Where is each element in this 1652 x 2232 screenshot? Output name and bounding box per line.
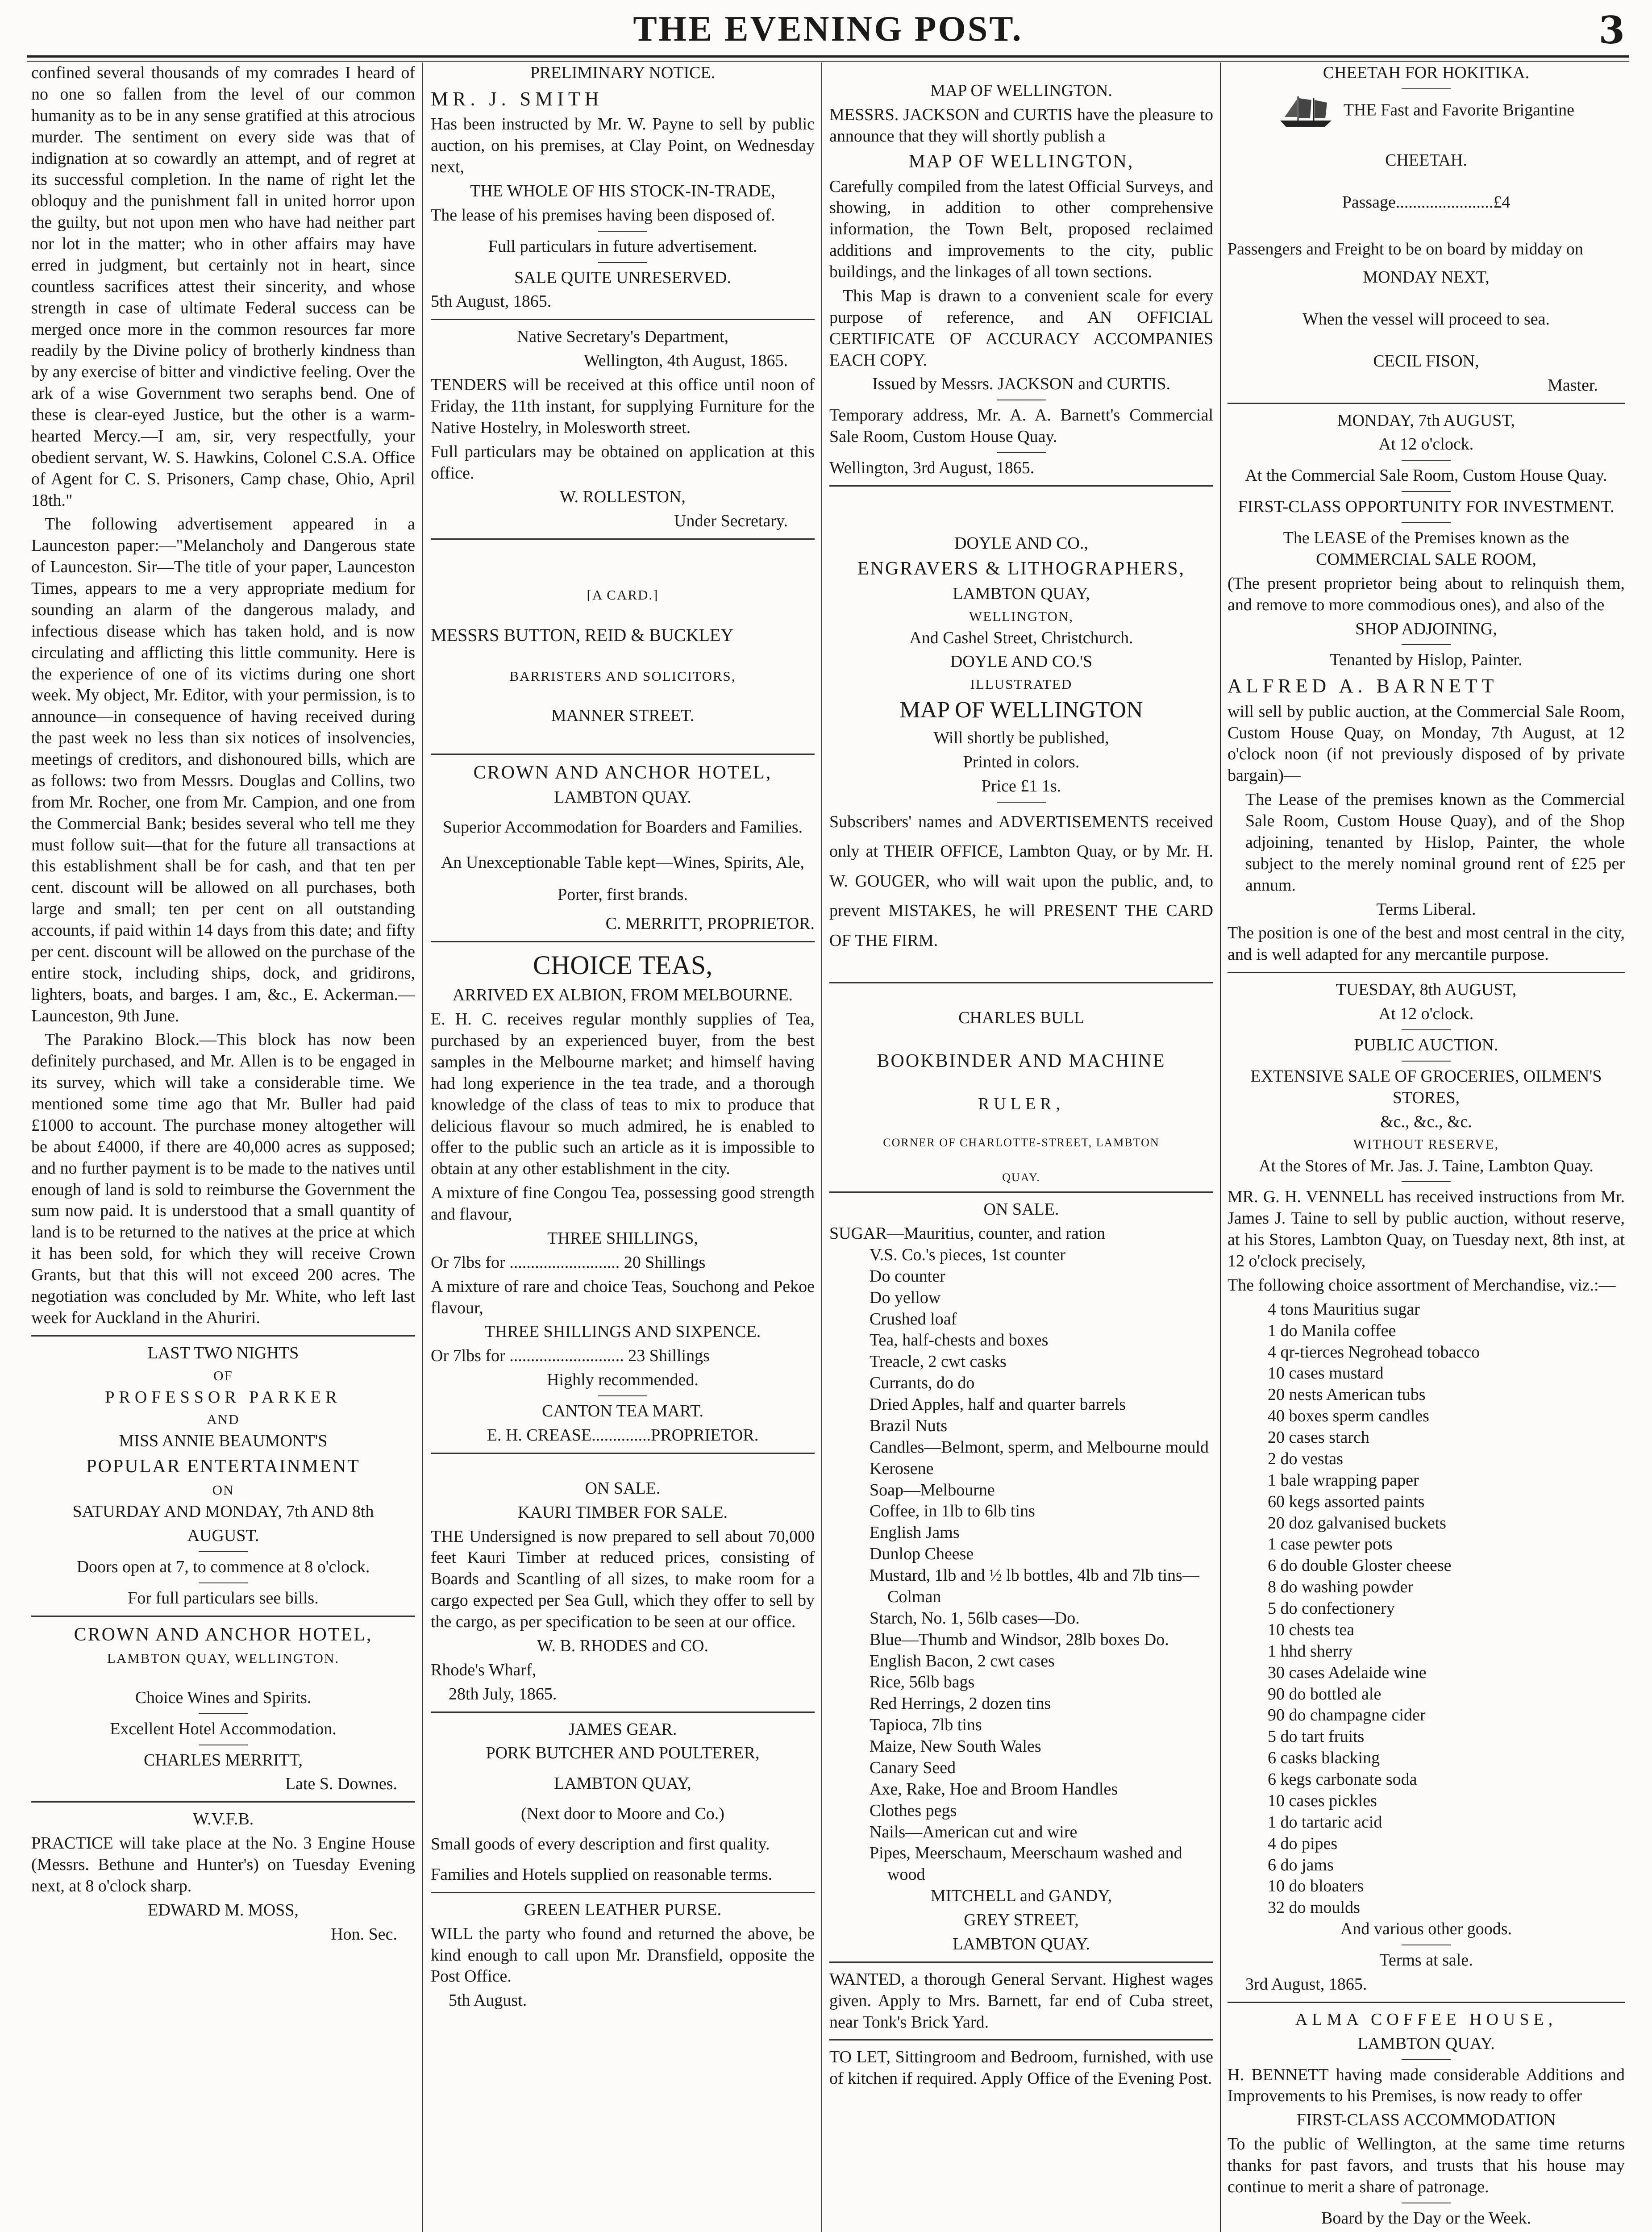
list-item: 1 bale wrapping paper: [1268, 1470, 1419, 1490]
ad-line: BARRISTERS AND SOLICITORS,: [509, 668, 736, 684]
ad-heading: KAURI TIMBER FOR SALE.: [517, 1503, 728, 1522]
list-item: 6 kegs carbonate soda: [1268, 1770, 1417, 1789]
ad-line: Wellington, 4th August, 1865.: [583, 351, 788, 371]
hair-rule: [598, 262, 647, 263]
ad-date: Wellington, 3rd August, 1865.: [829, 458, 1035, 478]
page-number: 3: [1598, 8, 1625, 52]
ad-heading: ON SALE.: [585, 1478, 661, 1498]
wanted-ad: WANTED, a thorough General Servant. Highest wages given. Apply to Mrs. Barnett, far end of Cuba street, near Tonk's Brick Yard.: [829, 1970, 1213, 2032]
parker-line: OF: [213, 1367, 233, 1383]
spacer: [829, 1153, 1213, 1170]
hair-rule: [1402, 88, 1451, 89]
tea-price: THREE SHILLINGS AND SIXPENCE.: [484, 1322, 761, 1341]
list-item: 90 do champagne cider: [1268, 1706, 1426, 1725]
list-item: English Bacon, 2 cwt cases: [870, 1651, 1055, 1670]
wvfb-body: PRACTICE will take place at the No. 3 Engine House (Messrs. Bethune and Hunter's) on Tuesday Evening next, at 8 o'clock sharp.: [31, 1834, 415, 1895]
list-item: Dunlop Cheese: [870, 1545, 974, 1564]
list-item: Do counter: [870, 1266, 945, 1286]
ad-rule: [829, 485, 1213, 487]
list-item: V.S. Co.'s pieces, 1st counter: [870, 1245, 1065, 1264]
column-4: [1228, 62, 1625, 2232]
ad-line: At the Stores of Mr. Jas. J. Taine, Lambton Quay.: [1259, 1156, 1594, 1175]
ad-headline: ENGRAVERS & LITHOGRAPHERS,: [857, 558, 1186, 579]
ad-line: Rhode's Wharf,: [431, 1660, 537, 1679]
list-item: Canary Seed: [870, 1758, 956, 1777]
ad-price: Price £1 1s.: [981, 776, 1061, 795]
spacer: [829, 1032, 1213, 1049]
auctioneer-name: ALFRED A. BARNETT: [1228, 675, 1498, 697]
hotel-name: CROWN AND ANCHOR HOTEL,: [473, 762, 772, 783]
firm-name: CHARLES BULL: [958, 1008, 1084, 1028]
hair-rule: [598, 1395, 647, 1396]
list-item: English Jams: [870, 1523, 960, 1542]
column-divider: [422, 62, 423, 2232]
ad-price: Passage.......................£4: [1342, 192, 1511, 212]
ad-address: QUAY.: [1002, 1171, 1040, 1184]
ad-subhead: SALE QUITE UNRESERVED.: [514, 268, 731, 287]
list-item: 2 do vestas: [1268, 1449, 1343, 1468]
choice-teas-ad: [431, 949, 815, 1446]
list-item: Mustard, 1lb and ½ lb bottles, 4lb and 7lb tins—Colman: [870, 1566, 1199, 1606]
parker-line: LAST TWO NIGHTS: [147, 1343, 299, 1362]
ad-rule: [431, 1892, 815, 1893]
list-item: Maize, New South Wales: [870, 1737, 1041, 1756]
hotel-line: Superior Accommodation for Boarders and Families.: [442, 818, 803, 837]
parker-line: ON: [212, 1482, 234, 1498]
list-item: Clothes pegs: [870, 1801, 957, 1820]
spacer: [829, 1118, 1213, 1136]
tea-price-bulk: Or 7lbs for .......................... 20 Shillings: [431, 1253, 706, 1272]
hair-rule: [199, 1551, 248, 1552]
vennell-auction-ad: [1228, 979, 1625, 1995]
ad-heading: FIRST-CLASS ACCOMMODATION: [1296, 2111, 1556, 2130]
ad-headline: MAP OF WELLINGTON,: [908, 151, 1134, 172]
ad-body: Has been instructed by Mr. W. Payne to sell by public auction, on his premises, at Clay Point, on Wednesday next,: [431, 115, 815, 177]
ad-body: will sell by public auction, at the Commercial Sale Room, Custom House Quay, on Monday, 7th August, at 12 o'clock noon (if not previously disposed of by private bargain)—: [1228, 702, 1625, 785]
ad-body: Full particulars in future advertisement.: [488, 237, 757, 256]
ad-line: &c., &c., &c.: [1380, 1112, 1472, 1131]
hair-rule: [997, 802, 1046, 803]
list-item: 10 cases pickles: [1268, 1791, 1377, 1810]
doyle-ad: [829, 493, 1213, 955]
map-jackson-curtis-ad: [829, 62, 1213, 479]
kauri-timber-ad: [431, 1460, 815, 1705]
list-item: Rice, 56lb bags: [870, 1673, 975, 1692]
list-item: 10 chests tea: [1268, 1620, 1355, 1639]
ad-line: LAMBTON QUAY.: [1357, 2034, 1495, 2053]
ad-signature: MITCHELL and GANDY,: [930, 1886, 1112, 1906]
hair-rule: [598, 231, 647, 232]
parker-line: AUGUST.: [187, 1526, 259, 1545]
charles-bull-ad: [829, 990, 1213, 1185]
ad-line: Master.: [1548, 375, 1598, 395]
spacer: [1228, 291, 1625, 309]
ad-line: At the Commercial Sale Room, Custom House Quay.: [1245, 466, 1607, 485]
ad-headline: CHOICE TEAS,: [533, 950, 713, 980]
ad-line: Will shortly be published,: [933, 728, 1109, 747]
hotel-line: Choice Wines and Spirits.: [135, 1688, 312, 1707]
parakino-paragraph: The Parakino Block.—This block has now been definitely purchased, and Mr. Allen is to be engaged in its survey, which will take a considerable time. We mentioned some time ago that Mr. Buller had paid £1000 to account. The purchase money altogether will be about £4000, if there are 40,000 acres as supposed; and no further payment is to be made to the natives until enough of land is sold to reimburse the Government the sum now paid. It is understood that a small quantity of land is to be returned to the natives at the price at which it has been sold, for which they will receive Crown Grants, but that this will not exceed 200 acres. The negotiation was concluded by Mr. White, who left last week for Auckland in the Ahuriri.: [31, 1030, 415, 1327]
ad-rule: [829, 2039, 1213, 2040]
ad-body: MESSRS. JACKSON and CURTIS have the pleasure to announce that they will shortly publish a: [829, 105, 1213, 146]
list-item: 6 casks blacking: [1268, 1749, 1380, 1768]
masthead-rule-thin: [27, 61, 1629, 62]
column-1: [31, 62, 415, 2232]
hair-rule: [1402, 644, 1451, 645]
ad-rule: [1228, 403, 1625, 404]
spacer: [431, 606, 815, 624]
hotel-line: An Unexceptionable Table kept—Wines, Spirits, Ale, Porter, first brands.: [441, 853, 805, 904]
ad-line: Tenanted by Hislop, Painter.: [1330, 650, 1523, 670]
list-item: 4 tons Mauritius sugar: [1268, 1299, 1420, 1319]
list-item: 5 do tart fruits: [1268, 1727, 1365, 1746]
parker-name: PROFESSOR PARKER: [105, 1387, 341, 1407]
auctioneer-name: MR. J. SMITH: [431, 87, 603, 110]
tenders-ad: [431, 326, 815, 532]
hair-rule: [1402, 1061, 1451, 1062]
hotel-name: CROWN AND ANCHOR HOTEL,: [74, 1624, 373, 1645]
list-item: 20 nests American tubs: [1268, 1385, 1426, 1404]
ad-line: And various other goods.: [1340, 1920, 1512, 1939]
parker-doors: Doors open at 7, to commence at 8 o'clock.: [76, 1557, 370, 1577]
parker-dates: SATURDAY AND MONDAY, 7th AND 8th: [72, 1502, 374, 1521]
ad-body: H. BENNETT having made considerable Additions and Improvements to his Premises, is now ready to offer: [1228, 2065, 1625, 2106]
ad-line: Under Secretary.: [674, 512, 788, 531]
hair-rule: [1402, 460, 1451, 461]
ad-heading: JAMES GEAR.: [568, 1720, 677, 1739]
ad-date: 28th July, 1865.: [449, 1684, 557, 1703]
ad-subhead: ARRIVED EX ALBION, FROM MELBOURNE.: [452, 986, 793, 1005]
list-item: 1 case pewter pots: [1268, 1535, 1393, 1554]
list-item: Axe, Rake, Hoe and Broom Handles: [870, 1779, 1118, 1799]
spacer: [431, 650, 815, 667]
ad-rule: [31, 1616, 415, 1617]
ad-body: E. H. C. receives regular monthly supplies of Tea, purchased by an experienced buyer, from the best samples in the Melbourne market; and himself having had long experience in the tea trade, and a thorough knowledge of the class of teas to mix to produce that delicious flavour so much admired, he is enabled to offer to the public such an article as it is impossible to obtain at any other establishment in the city.: [431, 1010, 815, 1178]
ad-heading: PUBLIC AUCTION.: [1354, 1035, 1498, 1054]
goods-items: [829, 1245, 1213, 1886]
ad-rule: [431, 538, 815, 540]
list-item: Nails—American cut and wire: [870, 1822, 1078, 1841]
spacer: [431, 1460, 815, 1478]
to-let-ad: TO LET, Sittingroom and Bedroom, furnished, with use of kitchen if required. Apply Office of the Evening Post.: [829, 2048, 1213, 2088]
ad-body: TENDERS will be received at this office until noon of Friday, the 11th instant, for supplying Furniture for the Native Hostelry, in Molesworth street.: [431, 375, 815, 437]
list-item: Candles—Belmont, sperm, and Melbourne mould: [870, 1437, 1209, 1457]
spacer: [829, 1076, 1213, 1094]
wvfb-signature: EDWARD M. MOSS,: [148, 1900, 299, 1920]
ad-rule: [31, 1335, 415, 1337]
spacer: [431, 546, 815, 586]
ad-signature: CECIL FISON,: [1373, 351, 1479, 371]
goods-list: [829, 1223, 1213, 1886]
parker-headline: POPULAR ENTERTAINMENT: [86, 1456, 360, 1477]
hair-rule: [199, 1713, 248, 1714]
ad-rule: [431, 1711, 815, 1713]
hair-rule: [199, 1582, 248, 1583]
ad-body: WILL the party who found and returned the above, be kind enough to call upon Mr. Dransfield, opposite the Post Office.: [431, 1924, 815, 1986]
list-item: 4 qr-tierces Negrohead tobacco: [1268, 1342, 1480, 1362]
ad-line: WELLINGTON,: [969, 608, 1074, 624]
parker-line: AND: [207, 1412, 240, 1428]
firm-name: DOYLE AND CO.,: [954, 533, 1088, 553]
ad-heading: MAP OF WELLINGTON.: [930, 81, 1112, 100]
column-divider: [1220, 62, 1221, 2232]
hotel-proprietor: C. MERRITT, PROPRIETOR.: [605, 914, 815, 933]
column-2: [431, 62, 815, 2232]
list-item: Do yellow: [870, 1288, 941, 1307]
ad-body: The position is one of the best and most central in the city, and is well adapted for any mercantile purpose.: [1228, 924, 1625, 964]
alma-coffee-house-ad: [1228, 2009, 1625, 2232]
list-item: 8 do washing powder: [1268, 1578, 1414, 1597]
list-item: Soap—Melbourne: [870, 1480, 995, 1499]
parker-particulars: For full particulars see bills.: [128, 1588, 319, 1607]
ad-body: Full particulars may be obtained on application at this office.: [431, 442, 815, 483]
list-item: Coffee, in 1lb to 6lb tins: [870, 1502, 1035, 1521]
ad-body: The lease of his premises having been disposed of.: [431, 205, 775, 225]
ad-line: SHOP ADJOINING,: [1355, 619, 1497, 638]
crown-anchor-ad-2: [31, 1623, 415, 1795]
ad-line: When the vessel will proceed to sea.: [1302, 309, 1550, 329]
ad-body: This Map is drawn to a convenient scale for every purpose of reference, and AN OFFICIAL CERTIFICATE OF ACCURACY ACCOMPANIES EACH COPY.: [829, 286, 1213, 370]
hotel-proprietor: CHARLES MERRITT,: [143, 1750, 303, 1770]
list-item: Red Herrings, 2 dozen tins: [870, 1694, 1051, 1713]
list-item: Tea, half-chests and boxes: [870, 1331, 1049, 1350]
hotel-address: LAMBTON QUAY.: [554, 788, 691, 807]
ad-line: WITHOUT RESERVE,: [1353, 1136, 1499, 1152]
list-item: 20 cases starch: [1268, 1428, 1369, 1447]
ad-line: Printed in colors.: [963, 752, 1080, 771]
launceston-paragraph: The following advertisement appeared in a Launceston paper:—"Melancholy and Dangerous state of Launceston. Sir—The title of your paper, Launceston Times, appears to me a very appropriate medium for sounding an alarm of the dangerous malady, and infectious disease which has taken hold, and is now circulating and afflicting this little community. Here is the experience of one of its victims during one short week. My object, Mr. Editor, with your permission, is to announce—in consequence of having received during the past week no less than six notices of insolvencies, meetings of creditors, and dishonoured bills, which are as follows: two from Messrs. Douglas and Collins, two from Mr. Rocher, one from Mr. Campion, and one from the Commercial Bank; besides several who tell me they must follow suit—that for the future all transactions at this establishment shall be for cash, and that ten per cent. discount will be allowed on all purchases, both large and small; ten per cent on all outstanding accounts, if paid within 14 days from this date; and fifty per cent. discount will be allowed on the purchase of the entire stock, including ships, dock, and gridirons, lighters, boats, and barges. I am, &c., E. Ackerman.—Launceston, 9th June.: [31, 515, 415, 1025]
hair-rule: [1402, 1029, 1451, 1030]
list-item: 90 do bottled ale: [1268, 1684, 1382, 1703]
spacer: [31, 1670, 415, 1687]
ad-date: MONDAY, 7th AUGUST,: [1337, 411, 1515, 430]
ad-line: Board by the Day or the Week.: [1321, 2208, 1531, 2228]
ad-rule: [31, 1801, 415, 1803]
hotel-line: Excellent Hotel Accommodation.: [110, 1719, 337, 1738]
ad-rule: [1228, 972, 1625, 973]
ad-line: Terms Liberal.: [1376, 899, 1476, 919]
ad-rule: [829, 982, 1213, 983]
ad-line: MANNER STREET.: [551, 706, 695, 725]
tea-price-bulk: Or 7lbs for ........................... 23 Shillings: [431, 1346, 710, 1366]
ad-body: Carefully compiled from the latest Official Surveys, and showing, in addition to other comprehensive information, the Town Belt, proposed reclaimed additions and improvements to the city, public buildings, and the linkages of all town sections.: [829, 177, 1213, 282]
ad-line: DOYLE AND CO.'S: [950, 652, 1093, 671]
parker-line: MISS ANNIE BEAUMONT'S: [119, 1432, 328, 1451]
spacer: [431, 729, 815, 747]
ad-headline: EXTENSIVE SALE OF GROCERIES, OILMEN'S STORES,: [1250, 1066, 1602, 1107]
ad-rule: [829, 1191, 1213, 1193]
list-item: 6 do double Gloster cheese: [1268, 1556, 1452, 1575]
ad-line: Highly recommended.: [547, 1370, 699, 1390]
crown-anchor-ad-1: [431, 761, 815, 935]
masthead-rule: [27, 55, 1629, 58]
spacer: [1228, 174, 1625, 192]
parker-ad: [31, 1343, 415, 1609]
wvfb-title: W.V.F.B.: [192, 1810, 254, 1829]
spacer: [431, 687, 815, 705]
ad-headline: ALMA COFFEE HOUSE,: [1295, 2010, 1557, 2029]
firm-name: MESSRS BUTTON, REID & BUCKLEY: [431, 625, 734, 645]
list-item: Kerosene: [870, 1459, 934, 1478]
spacer: [1228, 132, 1625, 150]
list-item: Pipes, Meerschaum, Meerschaum washed and wood: [870, 1844, 1182, 1884]
list-item: 4 do pipes: [1268, 1834, 1338, 1853]
hotel-address: LAMBTON QUAY, WELLINGTON.: [107, 1650, 340, 1666]
purse-ad: [431, 1899, 815, 2011]
ad-heading: ON SALE.: [983, 1200, 1059, 1219]
ad-heading: FIRST-CLASS OPPORTUNITY FOR INVESTMENT.: [1238, 497, 1615, 516]
newspaper-title: THE EVENING POST.: [633, 9, 1023, 49]
list-item: Blue—Thumb and Windsor, 28lb boxes Do.: [870, 1630, 1169, 1649]
list-item: 1 hhd sherry: [1268, 1641, 1352, 1661]
list-item: 10 do bloaters: [1268, 1877, 1364, 1896]
list-item: 1 do tartaric acid: [1268, 1812, 1382, 1832]
ad-body: A mixture of rare and choice Teas, Souchong and Pekoe flavour,: [431, 1277, 815, 1317]
ad-heading: PRELIMINARY NOTICE.: [530, 63, 716, 82]
ad-rule: [1228, 2002, 1625, 2003]
list-item: 40 boxes sperm candles: [1268, 1407, 1429, 1426]
ad-body: MR. G. H. VENNELL has received instructions from Mr. James J. Taine to sell by public auction, without reserve, at his Stores, Lambton Quay, on Tuesday next, 8th inst, at 12 o'clock precisely,: [1228, 1187, 1625, 1270]
ad-date: TUESDAY, 8th AUGUST,: [1336, 980, 1517, 999]
ad-line: Native Secretary's Department,: [516, 327, 729, 346]
ad-line: GREY STREET,: [964, 1911, 1079, 1930]
list-item: Treacle, 2 cwt casks: [870, 1352, 1007, 1371]
ad-body: THE Undersigned is now prepared to sell about 70,000 feet Kauri Timber at reduced prices, consisting of Boards and Scantling of all sizes, to make room for a cargo expected per Sea Gull, which they offer to sell by the cargo, as per specification to be seen at our office.: [431, 1527, 815, 1632]
ad-headline: PORK BUTCHER AND POULTERER,: [486, 1744, 760, 1763]
ad-date: 5th August.: [449, 1991, 527, 2010]
hair-rule: [1402, 491, 1451, 492]
ad-body: To the public of Wellington, at the same time returns thanks for past favors, and trusts that his house may continue to merit a share of patronage.: [1228, 2135, 1625, 2196]
ad-rule: [829, 1961, 1213, 1963]
ad-line: LAMBTON QUAY,: [554, 1774, 691, 1793]
spacer: [829, 990, 1213, 1008]
ad-headline: BOOKBINDER AND MACHINE: [877, 1050, 1166, 1071]
list-item: 5 do confectionery: [1268, 1599, 1395, 1618]
list-item: 60 kegs assorted paints: [1268, 1492, 1425, 1511]
ad-body: The Lease of the premises known as the Commercial Sale Room, Custom House Quay), and of the Shop adjoining, tenanted by Hislop, Painter, the whole subject to the merely nominal ground rent of £25 per annum.: [1245, 790, 1625, 895]
ad-headline: MAP OF WELLINGTON: [899, 697, 1143, 723]
list-item: Brazil Nuts: [870, 1416, 948, 1435]
ad-line: ILLUSTRATED: [970, 676, 1073, 692]
ad-subhead: THE WHOLE OF HIS STOCK-IN-TRADE,: [470, 181, 775, 200]
list-item: SUGAR—Mauritius, counter, and ration: [829, 1224, 1106, 1243]
spacer: [829, 62, 1213, 80]
wvfb-ad: [31, 1809, 415, 1945]
ad-line: LAMBTON QUAY.: [953, 1934, 1090, 1953]
preliminary-notice-ad: [431, 62, 815, 312]
list-item: 1 do Manila coffee: [1268, 1321, 1396, 1340]
wvfb-title-line: Hon. Sec.: [331, 1924, 397, 1944]
list-item: Tapioca, 7lb tins: [870, 1716, 982, 1735]
hair-rule: [997, 452, 1046, 453]
ad-heading: CHEETAH FOR HOKITIKA.: [1323, 63, 1530, 82]
ad-line: Issued by Messrs. JACKSON and CURTIS.: [872, 375, 1171, 394]
spacer: [1228, 216, 1625, 234]
cheetah-ad: [1228, 62, 1625, 396]
list-item: Currants, do do: [870, 1374, 975, 1393]
list-item: 32 do moulds: [1268, 1898, 1360, 1917]
hair-rule: [1402, 1181, 1451, 1182]
ad-signature: W. ROLLESTON,: [560, 487, 686, 507]
merchandise-list: [1228, 1299, 1625, 1919]
on-sale-ad: [829, 1199, 1213, 1955]
ad-body: Passengers and Freight to be on board by midday on: [1228, 239, 1583, 258]
ad-headline: RULER,: [978, 1094, 1065, 1113]
hair-rule: [1402, 2059, 1451, 2060]
ad-time: At 12 o'clock.: [1378, 435, 1474, 454]
list-item: Dried Apples, half and quarter barrels: [870, 1395, 1126, 1414]
ad-address: CORNER OF CHARLOTTE-STREET, LAMBTON: [883, 1136, 1160, 1149]
list-item: 20 doz galvanised buckets: [1268, 1513, 1446, 1532]
ad-body: Families and Hotels supplied on reasonable terms.: [431, 1865, 773, 1884]
ad-line: And Cashel Street, Christchurch.: [909, 628, 1133, 647]
letter-paragraph: confined several thousands of my comrades I heard of no one so fallen from the level of our common humanity as to be in any sense gratified at this atrocious murder. The sentiment on every side was that of indignation at so cowardly an attempt, and of regret at its successful completion. In the name of right let the obloquy and the punishment fall in united horror upon the guilty, but not upon men who have had neither part nor lot in the matter; who in other affairs may have erred in judgment, but certainly not in heart, since countless sacrifices attest their sincerity, and whose strength in case of ultimate Federal success can be merged once more in the common resources far more readily by the Divine policy of brotherly kindness than by any exercise of bitter and vindictive feeling. Over the ark of a wise Government two seraphs bend. One of these is clear-eyed Justice, but the other is a warm-hearted Mercy.—I am, sir, very respectfully, your obedient servant, W. S. Hawkins, Colonel C.S.A. Office of Agent for C. S. Prisoners, Camp chase, Ohio, April 18th.": [31, 63, 415, 510]
ad-body: The following choice assortment of Merchandise, viz.:—: [1228, 1275, 1616, 1295]
column-3: [829, 62, 1213, 2232]
column-divider: [821, 62, 822, 2232]
ad-body: Small goods of every description and first quality.: [431, 1835, 770, 1854]
button-reid-ad: [431, 546, 815, 747]
ad-signature: W. B. RHODES and CO.: [537, 1636, 708, 1655]
ad-line: Terms at sale.: [1379, 1951, 1473, 1970]
ad-rule: [431, 1453, 815, 1454]
ad-line: The LEASE of the Premises known as the COMMERCIAL SALE ROOM,: [1283, 529, 1569, 569]
list-item: Crushed loaf: [870, 1309, 957, 1328]
ship-name: CHEETAH.: [1385, 150, 1467, 170]
ad-line: LAMBTON QUAY,: [953, 584, 1090, 603]
ad-line: [A CARD.]: [587, 587, 659, 603]
ad-line: THE Fast and Favorite Brigantine: [1343, 100, 1574, 120]
ad-body: A mixture of fine Congou Tea, possessing good strength and flavour,: [431, 1183, 815, 1224]
ad-date: 5th August, 1865.: [431, 292, 552, 311]
spacer: [1228, 333, 1625, 351]
list-item: 10 cases mustard: [1268, 1364, 1384, 1383]
ad-line: (Next door to Moore and Co.): [521, 1804, 724, 1824]
ad-rule: [431, 319, 815, 320]
ad-time: At 12 o'clock.: [1378, 1004, 1474, 1024]
hair-rule: [1402, 522, 1451, 523]
list-item: 6 do jams: [1268, 1855, 1334, 1874]
james-gear-ad: [431, 1719, 815, 1886]
masthead: [27, 5, 1629, 59]
hotel-line: Late S. Downes.: [285, 1774, 397, 1794]
ad-date: 3rd August, 1865.: [1245, 1974, 1367, 1994]
ad-line: CANTON TEA MART.: [542, 1402, 703, 1421]
ad-signature: E. H. CREASE..............PROPRIETOR.: [487, 1425, 759, 1445]
list-item: 30 cases Adelaide wine: [1268, 1663, 1427, 1682]
barnett-auction-ad: [1228, 410, 1625, 966]
tea-price: THREE SHILLINGS,: [547, 1228, 698, 1248]
ad-rule: [431, 941, 815, 942]
spacer: [829, 958, 1213, 976]
ad-body: Subscribers' names and ADVERTISEMENTS received only at THEIR OFFICE, Lambton Quay, or by Mr. H. W. GOUGER, who will wait upon the public, and, to prevent MISTAKES, he will PRESENT THE CARD OF THE FIRM.: [829, 812, 1213, 950]
ship-icon: [1278, 94, 1336, 129]
spacer: [829, 493, 1213, 533]
ad-heading: GREEN LEATHER PURSE.: [524, 1900, 722, 1919]
list-item: Starch, No. 1, 56lb cases—Do.: [870, 1608, 1080, 1628]
ad-body: Temporary address, Mr. A. A. Barnett's Commercial Sale Room, Custom House Quay.: [829, 406, 1213, 446]
ad-rule: [431, 754, 815, 755]
ad-body: (The present proprietor being about to relinquish them, and remove to more commodious ones), and also of the: [1228, 574, 1625, 614]
ad-line: MONDAY NEXT,: [1363, 268, 1490, 287]
